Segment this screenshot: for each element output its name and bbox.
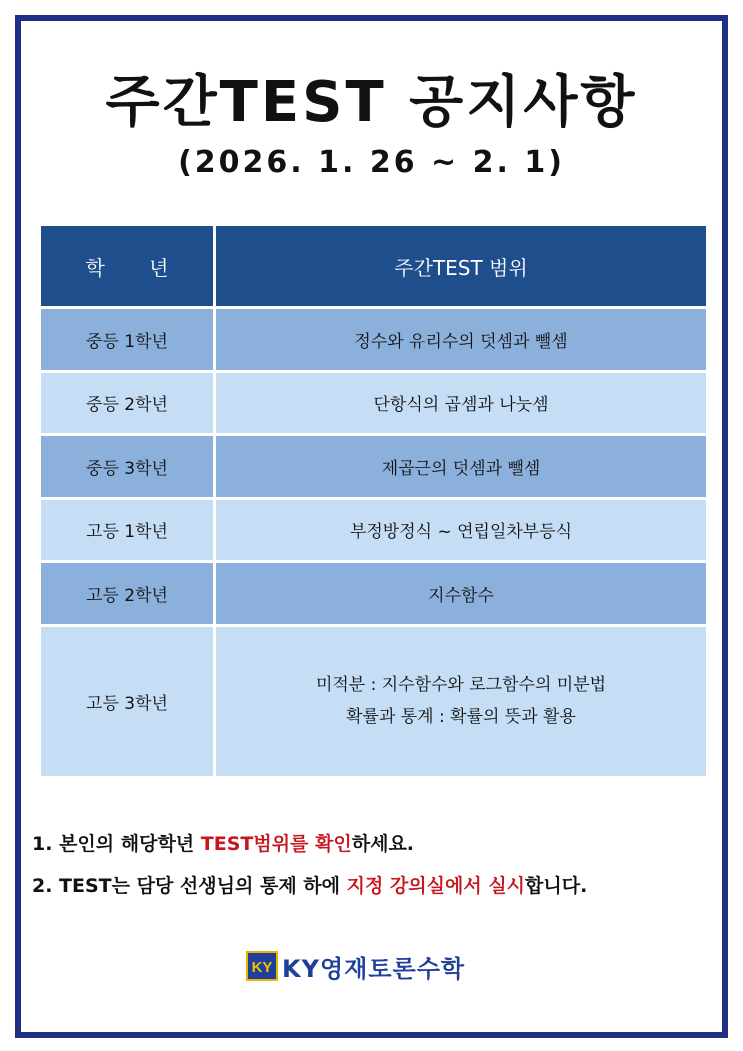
table-header-row	[40, 225, 708, 308]
logo-text: KY영재토론수학	[282, 954, 466, 983]
notice-text: 1. 본인의 해당학년	[32, 833, 201, 855]
range-line-statistics: 확률과 통계 : 확률의 뜻과 활용	[346, 707, 576, 728]
notice-emphasis: TEST범위를 확인	[200, 833, 352, 855]
notice-text: 하세요.	[351, 833, 415, 855]
table-row	[40, 371, 708, 435]
range-cell: 정수와 유리수의 덧셈과 뺄셈	[215, 308, 708, 372]
grade-cell: 고등 2학년	[40, 562, 215, 626]
range-cell: 제곱근의 덧셈과 뺄셈	[215, 435, 708, 499]
range-cell: 부정방정식 ~ 연립일차부등식	[215, 498, 708, 562]
table-row	[40, 498, 708, 562]
grade-cell: 중등 2학년	[40, 371, 215, 435]
test-range-table	[38, 223, 709, 779]
table-row	[40, 562, 708, 626]
notice-text: 합니다.	[525, 875, 588, 897]
notice-text: 2. TEST는 담당 선생님의 통제 하에	[32, 875, 347, 897]
notice-emphasis: 지정 강의실에서 실시	[346, 875, 526, 897]
table-row	[40, 308, 708, 372]
grade-cell: 중등 3학년	[40, 435, 215, 499]
notice-list	[32, 823, 722, 907]
table-row	[40, 435, 708, 499]
range-cell: 지수함수	[215, 562, 708, 626]
logo-badge-icon	[246, 951, 278, 981]
header-grade: 학 년	[40, 225, 215, 308]
academy-logo	[246, 950, 465, 982]
logo-badge-letters: KY	[251, 959, 273, 976]
notice-item-2	[32, 865, 722, 907]
grade-cell: 중등 1학년	[40, 308, 215, 372]
grade-cell: 고등 3학년	[40, 625, 215, 777]
range-line-calculus: 미적분 : 지수함수와 로그함수의 미분법	[315, 675, 607, 696]
table-row	[40, 625, 708, 777]
range-cell: 단항식의 곱셈과 나눗셈	[215, 371, 708, 435]
notice-item-1	[32, 823, 722, 865]
range-cell	[215, 625, 708, 777]
header-range: 주간TEST 범위	[215, 225, 708, 308]
grade-cell: 고등 1학년	[40, 498, 215, 562]
page-title: 주간TEST 공지사항	[105, 70, 638, 135]
date-range: (2026. 1. 26 ~ 2. 1)	[178, 145, 565, 180]
